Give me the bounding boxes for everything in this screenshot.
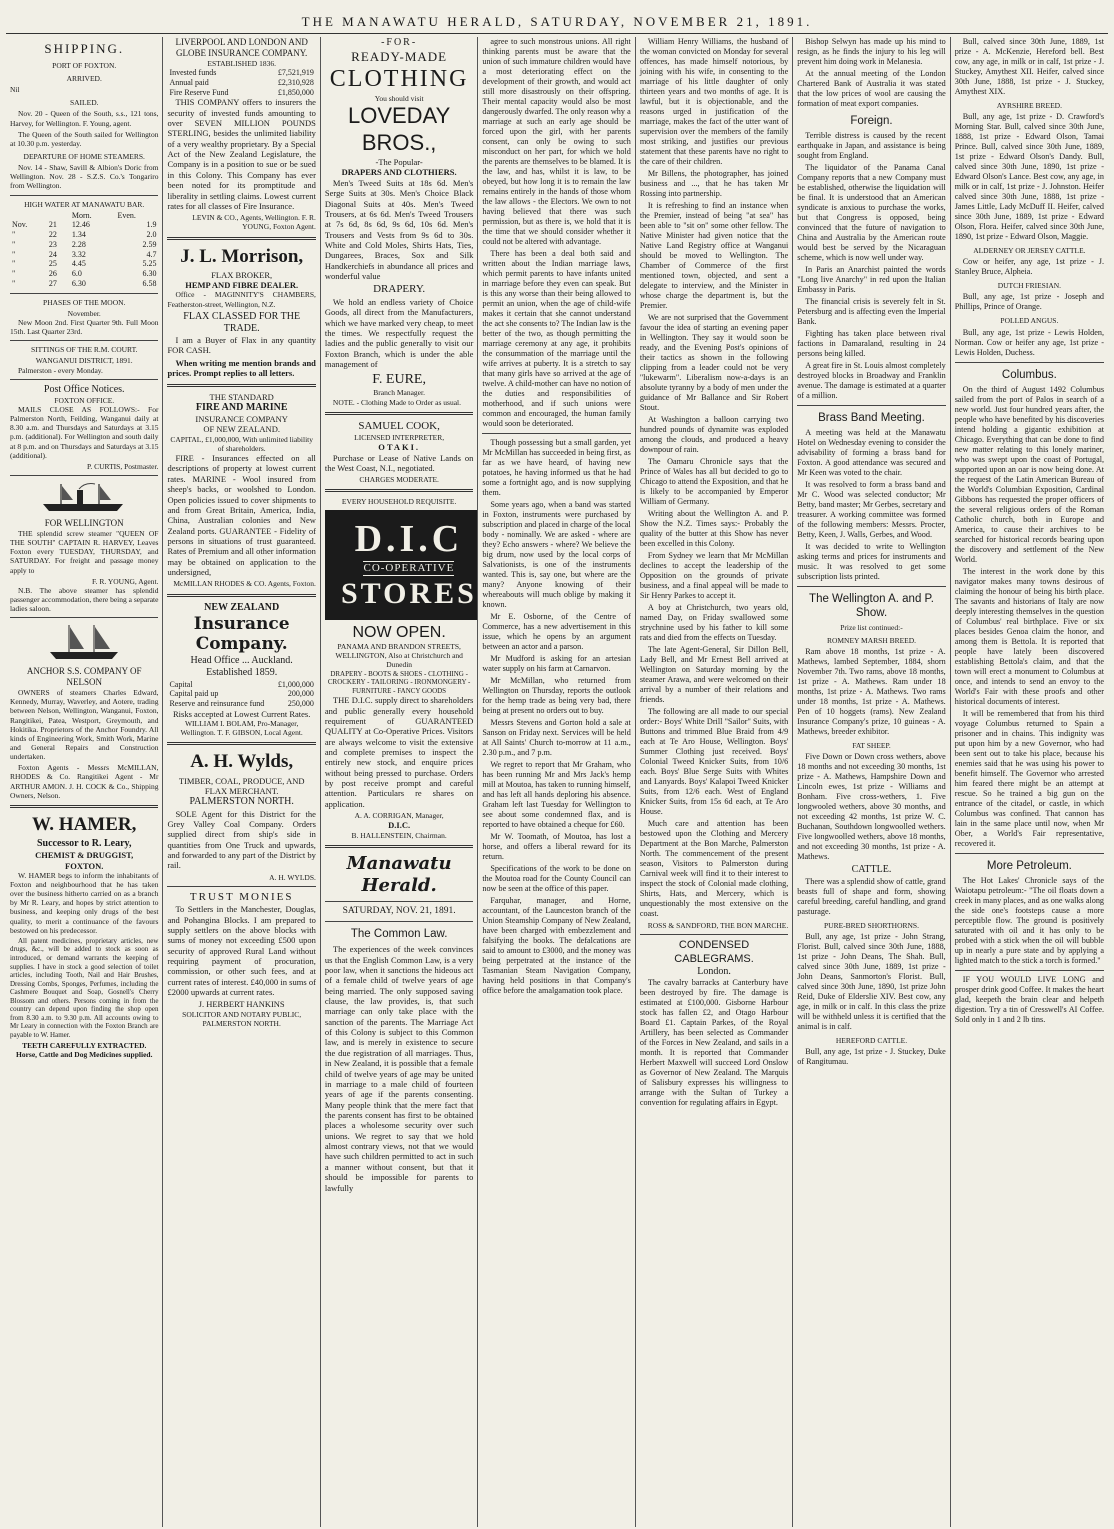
tide-row-cell: 2.28 (71, 239, 86, 249)
dic-text: THE D.I.C. supply direct to shareholders and public generally every household requirement of GUARANTEED QUALITY at Co-Operative Prices. Visitors are always welcome to visit the extensive and complete premises to inspect the entirely new stock, and enquire prices without being pressed to purchase. Orders by post receive prompt and careful attention. Particulars re shares on application. (324, 695, 474, 809)
article-text: In Paris an Anarchist painted the words "Long live Anarchy" in red upon the Italian Embassy in Paris. (797, 265, 946, 295)
note-text: NOTE. - Clothing Made to Order as usual. (332, 397, 462, 407)
common-law-heading: The Common Law. (350, 928, 448, 941)
column-5 (636, 37, 793, 1527)
divider (10, 617, 158, 618)
standard-capital: CAPITAL, £1,000,000, With unlimited liability of shareholders. (170, 434, 314, 453)
article-text: Terrible distress is caused by the recent earthquake in Japan, and assistance is being sought from England. (797, 131, 946, 161)
tide-col-even: Even. (117, 210, 136, 220)
drapers-label: DRAPERS AND CLOTHIERS. (341, 167, 457, 178)
eure-name: F. EURE, (372, 372, 426, 388)
anchor-agents: Foxton Agents - Messrs McMILLAN, RHODES & Co. Rangitikei Agent - Mr ARTHUR AMON. J. H. COCK & Co., Shipping Owners, Nelson. (10, 763, 159, 800)
moon-heading: PHASES OF THE MOON. (43, 297, 126, 307)
departure-text: Nov. 14 - Shaw, Savill & Albion's Doric from Wellington. Nov. 28 - S.Z.S. Co.'s Tongariro from Wellington. (10, 163, 159, 191)
alderney-heading: ALDERNEY OR JERSEY CATTLE. (973, 246, 1086, 256)
standard-fire: FIRE AND MARINE (195, 401, 288, 413)
tide-row-cell: " (12, 230, 16, 240)
column-3 (321, 37, 478, 1527)
tide-row-cell: 12.46 (71, 220, 90, 230)
article-text: Ram above 18 months, 1st prize - A. Mathews, lambed September, 1884, shorn November 7th. Two rams, above 18 months, 1st prize - A. Mathews. Ram under 18 months, 1st prize - A. Mathews. Two rams under 18 months, 1st prize - A. Mathews. Pen of 10 hoggets (rams). New Zealand Insurance Company's prize, 10 guineas - A. Mathews, breeder exhibitor. (797, 647, 946, 737)
divider (167, 594, 315, 597)
divider (325, 921, 473, 922)
moon-month: November. (67, 308, 101, 318)
liverpool-heading: LIVERPOOL AND LONDON AND GLOBE INSURANCE COMPANY. (175, 37, 308, 58)
article-text: Mr W. Toomath, of Moutoa, has lost a horse, and offers a liberal reward for its return. (482, 832, 631, 861)
columbus-heading: Columbus. (1001, 368, 1057, 381)
anchor-heading: ANCHOR S.S. COMPANY OF NELSON (26, 666, 142, 688)
departure-heading: DEPARTURE OF HOME STEAMERS. (23, 151, 145, 161)
nz-capital-table (167, 680, 315, 709)
morrison-write: When writing me mention brands and prices. Prompt replies to all letters. (167, 357, 316, 379)
article-text: William Henry Williams, the husband of the woman convicted on Monday for several offences, has made himself notorious, by joining with his wife, in consenting to the marriage of his little daughter of only thirteen years and two months of age. It is lawful, but it is objectionable, and the reasons urged in justification of the marriage, makes the fact of the utter want of supervision over the members of the family most striking, and justifies our previous statement that these parents have no right to the care of their children. (639, 37, 789, 166)
nz-title: Insurance Company. (193, 613, 290, 655)
tide-row-cell: 6.58 (142, 278, 157, 288)
wylds-trade: TIMBER, COAL, PRODUCE, AND FLAX MERCHANT. (178, 775, 305, 796)
dic-logo-cooperative: CO-OPERATIVE (363, 561, 454, 576)
tide-row (10, 269, 158, 279)
cook-name: SAMUEL COOK, (358, 419, 440, 432)
standard-nz: OF NEW ZEALAND. (203, 424, 280, 435)
cook-sub: LICENSED INTERPRETER, (354, 433, 445, 443)
article-text: Five Down or Down cross wethers, above 18 months and not exceeding 30 months, 1st prize - A. Mathews, Hampshire Down and Lincoln ewes, 1st prize - Williams and Bonham. Five cross-wethers, 1. Five longwooled wethers, above 30 months, and not exceeding 42 months, 1st prize W. C. Buchanan, Southdown longwoolled wethers. Five longwoolled wethers, above 18 months, and not exceeding 30 months, 1st prize - A. Mathews. (797, 752, 946, 862)
trust-place: PALMERSTON NORTH. (202, 1018, 281, 1028)
article-text: At the annual meeting of the London Chartered Bank of Australia it was stated that the low prices of wool are causing the formation of meat export companies. (797, 69, 946, 108)
coffee-advert: IF YOU WOULD LIVE LONG and prosper drink good Coffee. It makes the heart glad, keepeth the brain clear and helpeth digestion. Try a tin of Cresswell's AI Coffee. Sold only in 1 and 2 lb tins. (954, 974, 1105, 1024)
cablegrams-heading: CONDENSED CABLEGRAMS. (674, 939, 754, 965)
wellington-heading: FOR WELLINGTON (44, 517, 124, 528)
dic-chairman: B. HALLENSTEIN, Chairman. (351, 830, 447, 840)
dic-address: PANAMA AND BRANDON STREETS, WELLINGTON, Also at Christchurch and Dunedin (335, 642, 463, 670)
post-sub: FOXTON OFFICE. (54, 395, 115, 405)
article-text: The Oamaru Chronicle says that the Prince of Wales has all but decided to go to Chicago to attend the Exposition, and that he is likely to be accompanied by Emperor William of Germany. (639, 457, 789, 506)
trust-heading: TRUST MONIES (189, 890, 294, 903)
nz-risks: Risks accepted at Lowest Current Rates. (172, 708, 311, 719)
article-text: At Washington a balloon carrying two hundred pounds of dynamite was exploded among the clouds, and produced a heavy downpour of rain. (639, 415, 789, 454)
hamer-text-2: All patent medicines, proprietary articles, new drugs, &c., will be added to stock as soon as introduced, or demand warrants the keeping of supplies. I have in stock a good selection of toilet articles, including Tooth, Nail and Hair Brushes, Dressing Combs, Sponges, Perfumes, including the Cashmere Bouquet and Soap, Gosnell's Cherry Blossom and others. Persons coming in from the country can depend upon finding the shop open from 8.30 a.m. to 9.30 p.m. All accounts owing to Mr Leary in connection with the Foxton Branch are payable to W. Hamer. (10, 936, 159, 1039)
article-text: Bull, any age, 1st prize - Joseph and Phillips, Prince of Orange. (954, 292, 1105, 312)
morrison-dealer: HEMP AND FIBRE DEALER. (185, 280, 299, 291)
popular-label: -The Popular- (375, 157, 423, 168)
divider (482, 433, 630, 434)
arrived-value: Nil (10, 85, 20, 95)
article-text: Mr Mudford is asking for an artesian water supply on his farm at Carnarvon. (482, 654, 631, 673)
article-text: Specifications of the work to be done on the Moutoa road for the County Council can now be seen at the office of this paper. (482, 864, 631, 893)
morrison-trade: FLAX BROKER, (211, 269, 273, 280)
nz-capital-row (167, 699, 315, 709)
now-open: NOW OPEN. (352, 623, 446, 641)
court-heading: SITTINGS OF THE R.M. COURT. (30, 345, 138, 355)
article-text: Messrs Stevens and Gorton hold a sale at Sanson on Friday next. Services will be held at All Saints' Church to-morrow at 11 a.m., 2.30 p.m., and 7 p.m. (482, 718, 631, 757)
liverpool-funds-row-cell: £1,850,000 (277, 87, 314, 97)
divider (167, 742, 315, 745)
liverpool-funds-row (167, 88, 315, 98)
divider (955, 970, 1104, 971)
court-sub: WANGANUI DISTRICT, 1891. (35, 356, 133, 366)
nz-established: Established 1859. (206, 667, 278, 679)
nz-capital-row (167, 689, 315, 699)
nz-signature: WILLIAM I. BOLAM, Pro-Manager, Wellington. T. F. GIBSON, Local Agent. (180, 719, 303, 738)
tide-row-cell: 6.30 (71, 278, 86, 288)
common-law-text: The experiences of the week convinces us that the English Common Law, is a very poor law, when it sanctions the hideous act of a female child of twelve years of age being married. The only supposed saving clause, the law provides, is, that such marriage can only take place with the sanction of the parents. The Marriage Act of this Colony is subject to this Common law, and is merely in existence to secure the due registration of all marriages. Thus, in New Zealand, it is possible that a female child of twelve years of age may be united in marriage to a male child of fourteen years of age if the parents consenting. Many people think that the mere fact that the parents consent has first to be obtained places a wholesome security over such unions. We regret to say that we hold almost contrary views, not that we would have such children permitted to act in such a manner without consent, but that it should be impossible for parents to lawfully (324, 944, 474, 1193)
liverpool-funds-table (167, 68, 315, 97)
dic-logo-letters: D.I.C (354, 517, 464, 560)
tide-row-cell: 3.32 (71, 249, 86, 259)
standard-text: FIRE - Insurances effected on all descriptions of property at lowest current rates. MARINE - Wool insured from sheep's backs, or woolshed to London. Open policies issued to cover shipments to and from Great Britain, America, India, China, Australian colonies and New Zealand ports. GUARANTEE - Fidelity of persons in situations of trust guaranteed. Rates of Premium and all other information may be obtained on application to the undersigned, (167, 453, 316, 578)
column-7 (951, 37, 1108, 1527)
tide-header (10, 211, 158, 221)
hereford-heading: HEREFORD CATTLE. (835, 1035, 908, 1045)
divider (325, 901, 473, 902)
post-signature: P. CURTIS, Postmaster. (87, 461, 159, 471)
nz-capital-row-cell: 250,000 (287, 699, 314, 709)
port-heading: PORT OF FOXTON. (52, 60, 117, 70)
hamer-place: FOXTON. (65, 860, 104, 871)
trust-sub: SOLICITOR AND NOTARY PUBLIC, (182, 1009, 302, 1019)
article-text: On the third of August 1492 Columbus sailed from the port of Palos in search of a new world. Just four hundred years after, the people who have benefited by his discoveries intend holding a gigantic exhibition at Chicago. Everything that can be done to find new matter relating to this lonely mariner, who was swept upon the coast of Portugal, supported upon an oar is now being done. At the request of the Latin American Bureau of the World's Columbian Exposition, Cardinal Gibbons has requested the proper officers of the several religious orders of the Roman Catholic church, both in Europe and America, to cause their archives to be searched for historical records bearing upon the discovery and settlement of the New World. (954, 384, 1105, 564)
divider (640, 934, 788, 935)
dic-mid: D.I.C. (388, 820, 411, 831)
every-label: EVERY HOUSEHOLD REQUISITE. (341, 497, 457, 507)
column-4 (478, 37, 635, 1527)
cattle-heading: CATTLE. (851, 864, 892, 876)
tide-row (10, 240, 158, 250)
foreign-heading: Foreign. (850, 115, 893, 127)
tide-row-cell: 6.0 (71, 269, 82, 279)
liverpool-funds-row-cell: £2,310,928 (277, 77, 314, 87)
article-text: Though possessing but a small garden, yet Mr McMillan has succeeded in being first, as far as we have heard, of having new potatoes, he having informed us that he had some a fortnight ago, and is now supplying them. (482, 438, 631, 497)
brass-band-heading: Brass Band Meeting. (818, 412, 925, 425)
clothing-items: Men's Tweed Suits at 18s 6d. Men's Serge Suits at 30s. Men's Choice Black Diagonal Suits at 40s. Men's Tweed Trousers, at 6s 6d. Men's Tweed Trousers at 7s 6d, 8s 6d, 9s 6d, 10s 6d. Men's Trousers and Vests from 9s 6d to 30s. White and Cold Moles, Shirts Hats, Ties, Dungarees, Braces, Sox and Silk Handkerchiefs in abundance all prices and wonderful value (324, 177, 474, 282)
nz-capital-row-cell: Reserve and reinsurance fund (169, 699, 265, 709)
tide-row-cell: 24 (48, 249, 57, 259)
divider (10, 805, 158, 808)
article-text: We are not surprised that the Government favour the idea of starting an evening paper in Wellington. They say it would soon be ready, and the Evening Post's opinions of their tactics as shown in the following clipping from a leader could not be very "lukewarm". Liberalism now-a-days is an absolute tyranny by a body of men under the guidance of Mr Ballance and Sir Robert Stout. (639, 313, 789, 412)
nz-capital-row-cell: 200,000 (287, 689, 314, 699)
divider (10, 195, 158, 196)
nz-capital-row-cell: £1,000,000 (277, 679, 314, 689)
tide-row (10, 259, 158, 269)
article-text: Bull, any age, 1st prize - Lewis Holden, Norman. Cow or heifer any age, 1st prize - Lewis Holden, Duchess. (954, 327, 1105, 357)
divider (325, 412, 473, 415)
post-text: MAILS CLOSE AS FOLLOWS:- For Palmerston North, Feilding, Wanganui daily at 8.30 a.m. and Thursdays and Saturdays at 3.15 p.m. (additional). For Wellington and south daily at 8 p.m. and on Thursdays and Saturdays at 3.15 (additional). (10, 405, 159, 460)
article-text: Mr E. Osborne, of the Centre of Commerce, has a new advertisement in this issue, which he opens by an argument between an actor and a parson. (482, 612, 631, 651)
column-2 (163, 37, 320, 1527)
morrison-flax: FLAX CLASSED FOR THE TRADE. (183, 310, 301, 334)
post-heading: Post Office Notices. (43, 383, 125, 395)
shipping-heading: SHIPPING. (44, 41, 125, 56)
divider (167, 237, 315, 240)
nz-capital-row-cell: Capital (169, 679, 193, 689)
article-text: A meeting was held at the Manawatu Hotel on Wednesday evening to consider the advisability of forming a brass band for Foxton. A good attendance was secured and Mr Keen was voted to the chair. (797, 428, 946, 478)
tide-row-cell: 27 (48, 278, 57, 288)
divider (167, 384, 315, 387)
tide-row-cell: 23 (48, 239, 57, 249)
arrived-label: ARRIVED. (66, 74, 102, 83)
trust-text: To Settlers in the Manchester, Douglas, and Pohangina Blocks. I am prepared to supply settlers on the above blocks with sums of money not exceeding £500 upon security of approved Rural Land without requiring payment of procuration, commission, or other such fees, and at current rates of interest. £40,000 in sums of £2000 upwards at current rates. (167, 904, 316, 998)
tide-row-cell: 6.30 (142, 269, 157, 279)
article-text: A boy at Christchurch, two years old, named Day, on Friday swallowed some strychnine used by his father to kill some rats and died from the effects on Tuesday. (639, 603, 789, 642)
article-text: There has been a deal both said and written about the Indian marriage laws, which permit parents to have infants united in marriage before they even can speak. But is this any worse than their being allowed to permit an union, when the age of child-wife makes it certain that she cannot understand the act she consents to? The Indian law is the better of the two, as though permitting the marriage ceremony at any age, it prohibits the consummation of the marriage until the wife arrives at puberty. It is a stretch to say that many girls have so arrived at the age of twelve. A child-mother can have no notion of the duties and responsibilities of motherhood, and if such unions were common and encouraged, the human family would soon be deteriorated. (482, 249, 631, 428)
wylds-signature: A. H. WYLDS. (269, 872, 316, 882)
liverpool-text: THIS COMPANY offers to insurers the security of invested funds amounting to over SEVEN MILLION POUNDS STERLING, besides the unlimited liability of a very wealthy proprietary. By a Special Act of the New Zealand Legislature, the Company is in a position to sue or be sued in this Colony. This Company has ever been noted for its promptitude and liberality in settling claims. Lowest current rates for all classes of Fire Insurance. (167, 97, 316, 211)
article-text: It was decided to write to Wellington asking terms and prices for instruments and music. It was resolved to get some subscription lists printed. (797, 542, 946, 582)
cablegram-text: The cavalry barracks at Canterbury have been destroyed by fire. The damage is estimated at £100,000. Gisborne Harbour stock has fallen £2, and Otago Harbour Board £1. Captain Parkes, of the Royal Artillery, has been selected as Commander of the Forces in New Zealand, and sails in a month. It is reported that Commander Herbert Maxwell will succeed Lord Onslow as Governor of New Zealand. The Marquis of Salisbury expresses his willingness to arrange with the Sultan of Turkey a convention for regulating affairs in Egypt. (639, 978, 789, 1108)
column-6 (793, 37, 950, 1527)
divider (10, 293, 158, 294)
tide-row-cell: 2.0 (146, 230, 157, 240)
sailing-ship-icon (44, 622, 124, 662)
divider (797, 586, 945, 587)
sailed-text: Nov. 20 - Queen of the South, s.s., 121 tons, Harvey, for Wellington. F. Young, agent. (10, 109, 159, 128)
tide-row-cell: 22 (48, 230, 57, 240)
otaki-label: OTAKI. (378, 442, 421, 453)
divider (955, 362, 1104, 363)
dutch-heading: DUTCH FRIESIAN. (997, 281, 1062, 291)
wylds-name: A. H. Wylds, (190, 751, 294, 773)
article-text: Writing about the Wellington A. and P. Show the N.Z. Times says:- Probably the quality of the butter at this Show has never been excelled in this Colony. (639, 509, 789, 548)
wylds-place: PALMERSTON NORTH. (189, 796, 294, 808)
charges-label: CHARGES MODERATE. (359, 475, 439, 485)
dic-manager: A. A. CORRIGAN, Manager, (354, 811, 444, 821)
drapery-heading: DRAPERY. (373, 283, 426, 296)
polled-heading: POLLED ANGUS. (1000, 316, 1059, 326)
article-text: Bull, any age, 1st prize - D. Crawford's Morning Star. Bull, calved since 30th June, 1888, 1st prize - Edward Olson, Tamai Prince. Bull, calved since 30th June, 1889, 1st prize - Edward Olson's Dandy. Bull, calved since 30th June, 1890, 1st prize - Edward Olson's Lance. Best cow, any age, in milk or in calf, 1st prize - J. Johnston. Heifer calved since 30th June, 1888, 1st prize - James Little, Lady McDuff II. Heifer, calved since 30th June, 1889, 1st prize - Edward Olson, Flora. Heifer, calved since 30th June, 1890, 1st prize - Edward Olson, Maggie. (954, 112, 1105, 242)
divider (797, 405, 945, 406)
nz-heading: NEW ZEALAND (204, 601, 280, 613)
article-text: The following are all made to our special order:- Boys' White Drill "Sailor" Suits, with Buttons and trimmed Blue Braid from 4/9 each at Te Aro House, Wellington. Boys' Summer Clothing just received. Boys' Colonial Tweed Knicker Suits, from 10/6 each. Boys' Blue Serge Suits with Whites and Lanyards. Boys' Kalapoi Tweed Knicker Suits, from 12/6 each. West of England Knicker Suits, from 15s 6d each, at Te Aro House. (639, 707, 789, 816)
masthead (6, 4, 1108, 34)
article-text: The liquidator of the Panama Canal Company reports that a new Company must be established, otherwise the liquidation will be final. It is understood that an American syndicate is anxious to purchase the works, but that Congress is opposed, being convinced that the future of navigation to China and Australia by the American route would best be served by the Nicaraguan scheme, which is now well under way. (797, 163, 946, 263)
steamer-text: THE splendid screw steamer "QUEEN OF THE SOUTH" CAPTAIN R. HARVEY, Leaves Foxton every TUESDAY, THURSDAY, and SATURDAY. For freight and passage money apply to (10, 528, 159, 575)
columns (6, 37, 1108, 1527)
show-heading: The Wellington A. and P. Show. (809, 593, 934, 620)
anchor-text: OWNERS of steamers Charles Edward, Kennedy, Murray, Waverley, and Aotere, trading between Nelson, Wellington, Wanganui, Foxton, Rangitikei, Patea, Westport, Greymouth, and Hokitika. Proprietors of the Anchor Foundry. All kinds of Engineering Work, Smith Work, Marine and General Repairs and Construction undertaken. (10, 688, 159, 762)
tide-row-cell: 4.45 (71, 259, 86, 269)
tide-row-cell: 4.7 (146, 249, 157, 259)
nz-office: Head Office ... Auckland. (190, 655, 293, 667)
ayrshire-heading: AYRSHIRE BREED. (996, 101, 1062, 110)
cook-text: Purchase or Lease of Native Lands on the West Coast, N.I., negotiated. (324, 452, 474, 473)
tide-row-cell: 5.25 (142, 259, 157, 269)
column-1 (6, 37, 163, 1527)
tide-row-cell: " (12, 249, 16, 259)
bon-marche-signature: ROSS & SANDFORD, THE BON MARCHE. (647, 921, 789, 930)
tide-row-cell: 1.34 (71, 230, 86, 240)
tide-row-cell: 1.9 (146, 220, 157, 230)
divider (10, 340, 158, 341)
tide-col-morn: Morn. (71, 210, 92, 220)
prize-label: Prize list continued:- (840, 623, 903, 633)
article-text: Much care and attention has been bestowed upon the Clothing and Mercery Department at the Bon Marche, Palmerston North. The commencement of the present season, Visitors to Palmerston during Carnival week will find it to their interest to inspect the stock of Colonial made clothing, Shirts, Hats, and Mercery, which is unquestionably the most extensive on the coast. (639, 819, 789, 918)
liverpool-funds-row-cell: Fire Reserve Fund (169, 87, 229, 97)
fat-sheep-heading: FAT SHEEP. (852, 741, 891, 751)
tide-row (10, 250, 158, 260)
morrison-name: J. L. Morrison, (180, 245, 304, 267)
liverpool-funds-row (167, 68, 315, 78)
article-text: Bull, any age, 1st prize - J. Stuckey, Duke of Rangitumau. (797, 1046, 946, 1066)
article-text: A great fire in St. Louis almost completely destroyed blocks in Broadway and Franklin avenue. The damage is estimated at a quarter of a million. (797, 361, 946, 401)
liverpool-funds-row-cell: Invested funds (169, 68, 217, 78)
moon-text: New Moon 2nd. First Quarter 9th. Full Moon 15th. Last Quarter 23rd. (10, 317, 159, 337)
london-heading: London. (697, 965, 731, 977)
sailing-notice: The Queen of the South sailed for Wellington at 10.30 p.m. yesterday. (10, 129, 159, 148)
visit-label: You should visit (374, 94, 424, 104)
standard-heading: THE STANDARD (209, 391, 274, 402)
article-text: Cow or heifer, any age, 1st prize - J. Stanley Bruce, Alpheia. (954, 257, 1105, 277)
drapery-text: We hold an endless variety of Choice Goods, all direct from the Manufacturers, which we have marked very cheap, to meet the times. We respectfully request the ladies and the public generally to visit our Foxton Branch, which is under the able management of (324, 296, 474, 369)
liverpool-funds-row-cell: £7,521,919 (277, 68, 314, 78)
romney-heading: ROMNEY MARSH BREED. (826, 636, 917, 646)
dic-departments: DRAPERY - BOOTS & SHOES - CLOTHING - CROCKERY - TAILORING - IRONMONGERY - FURNITURE - FANCY GOODS (327, 669, 471, 695)
divider (955, 853, 1104, 854)
standard-insurance: INSURANCE COMPANY (195, 414, 288, 425)
liverpool-est: ESTABLISHED 1836. (207, 58, 276, 68)
tide-row (10, 220, 158, 230)
article-text: Bull, any age, 1st prize - John Strang, Florist. Bull, calved since 30th June, 1888, 1st prize - John Deans, The Shah. Bull, calved since 30th June, 1889, 1st prize - John Deans, Sanmorton's Florist. Bull, calved since 30th June, 1890, 1st prize John Reid, Duke of Elderslie XIV. Best cow, any age, in milk or in calf. In this class the prize will be withheld unless it is certified that the animal is in calf. (797, 931, 946, 1031)
article-text: Farquhar, manager, and Horne, accountant, of the Launceston branch of the Union Steamship Company of New Zealand, have been charged with embezzlement and falsifying the books. The defalcations are said to amount to £3000, and the money was being perpetrated at the instance of the Tasmanian Steam Navigation Company, having held positions in that Company's office before the amalgamation took place. (482, 896, 631, 995)
divider (10, 379, 158, 380)
article-text: Mr McMillan, who returned from Wellington on Thursday, reports the outlook for the hemp trade as being very bad, there being at present no orders out to buy. (482, 676, 631, 715)
liverpool-funds-row (167, 78, 315, 88)
herald-nameplate: Manawatu Herald. (346, 852, 452, 896)
hamer-trade: CHEMIST & DRUGGIST, (35, 850, 134, 861)
tide-row-cell: " (12, 269, 16, 279)
article-text: From Sydney we learn that Mr McMillan declines to accept the leadership of the Opposition on the grounds of private business, and a final appeal will be made to Sir Henry Parkes to accept it. (639, 551, 789, 600)
divider (325, 489, 473, 492)
nz-capital-row-cell: Capital paid up (169, 689, 219, 699)
tide-row-cell: 26 (48, 269, 57, 279)
ready-made-label: READY-MADE (351, 49, 448, 65)
tide-row-cell: " (12, 239, 16, 249)
liverpool-signature: LEVIN & CO., Agents, Wellington. F. R. YOUNG, Foxton Agent. (192, 213, 316, 232)
court-text: Palmerston - every Monday. (18, 365, 103, 375)
divider (325, 845, 473, 848)
tide-heading: HIGH WATER AT MANAWATU BAR. (24, 199, 145, 209)
for-label: -FOR- (381, 37, 418, 48)
article-text: The Hot Lakes' Chronicle says of the Waiotapu petroleum:- "The oil floats down a creek in many places, and as one walks along the side one's footsteps cause a more perceptible flow. The ground is positively saturated with oil and it has only to be probed with a stick when the oil will bubble up in nearly a pure state and by applying a lighted match to the stick a torch is formed." (954, 875, 1105, 965)
hamer-name: W. HAMER, (32, 813, 137, 835)
masthead-title: THE MANAWATU HERALD, SATURDAY, NOVEMBER 21, 1891. (301, 14, 813, 30)
steamer-signature: F. R. YOUNG, Agent. (92, 576, 159, 586)
steamer-icon (39, 480, 129, 514)
steamer-nb: N.B. The above steamer has splendid passenger accommodation, there being a separate ladies saloon. (10, 585, 159, 614)
wylds-text: SOLE Agent for this District for the Grey Valley Coal Company. Orders supplied direct from ship's side in quantities from One Truck and upwards, and forwarded to any part of the District by rail. (167, 808, 316, 871)
standard-signature: McMILLAN RHODES & CO. Agents, Foxton. (173, 579, 316, 589)
article-text: The interest in the work done by this navigator makes many towns desirous of claiming the honour of being his birth place. The savants and historians of Italy are now deeply interesting themselves in the question of Columbus' real birthplace. Five or six places besides Genoa claim the honor, and among them is Bettola. It is reported that people have lately been discovered establishing Bettola's claim, and that the town will erect a monument to Columbus at once, and intends to send an envoy to the World's Fair with these proofs and other historical documents of interest. (954, 566, 1105, 706)
issue-date: SATURDAY, NOV. 21, 1891. (342, 905, 456, 916)
article-text: The late Agent-General, Sir Dillon Bell, Lady Bell, and Mr Ernest Bell arrived at Wellington on Saturday morning by the steamer Arawa, and were welcomed on their arrival by a number of their relations and friends. (639, 645, 789, 704)
hamer-text: W. HAMER begs to inform the inhabitants of Foxton and neighbourhood that he has taken over the business hitherto carried on as a branch by Mr R. Leary, and hopes by strict attention to business, and keeping only drugs of the best quality, to merit a continuance of the favours bestowed on his predecessor. (10, 870, 159, 935)
article-text: agree to such monstrous unions. All right thinking parents must be aware that the union of such immature children would have a most deteriorating effect on the development of their growth, and would act still more disastrously on their offspring. Their mental capacity would also be most dangerously dwarfed. The only reason why a marriage at such an early age should be forced upon the girl, with her parents consent, can only be owing to such misconduct on her part, for which we hold the parents are themselves to be blamed. It is the law, and has, whilst it is law, to be obeyed, but how long it is to remain the law remains entirely in the hands of those whom the law allows - the Electors. We own to not having believed that there was such permission, but as there is, we hold that it is the time that we should consider whether it could not be altered with advantage. (482, 37, 631, 246)
teeth-notice: TEETH CAREFULLY EXTRACTED. (22, 1041, 147, 1051)
article-text: It is refreshing to find an instance when the Premier, instead of being "at sea" has been able to "sit on" some other fellow. The Native Minister had given notice that the Native Land Registry office at Wanganui should be moved to Wellington. The Chamber of Commerce of the first mentioned town, objected, and sent a delegate to interview, and the Minister in whose charge the department is, but the Premier. (639, 201, 789, 310)
tide-row-cell: 21 (48, 220, 57, 230)
morrison-office: Office - MAGINNITY'S CHAMBERS, Featherston-street, Wellington, N.Z. (167, 290, 316, 309)
divider (167, 886, 315, 887)
article-text: Some years ago, when a band was started in Foxton, instruments were purchased by subscription and placed in charge of the local body - nominally. We are asked - where are they? Echo answers - where? We believe the big drum, now used by the local corps of Salvationists, is one of the instruments wanted. This is, say one, but where are the many? Anyone knowing of their whereabouts will much oblige by making it known. (482, 500, 631, 609)
loveday-name: LOVEDAY BROS., (347, 103, 451, 156)
dic-logo-stores: STORES (340, 577, 477, 611)
tide-table (10, 211, 158, 289)
liverpool-funds-row-cell: Annual paid (169, 77, 209, 87)
tide-row-cell: " (12, 278, 16, 288)
article-text: The financial crisis is severely felt in St. Petersburg and is affecting even the Imperial Bank. (797, 297, 946, 327)
tide-row (10, 279, 158, 289)
dic-logo (325, 510, 478, 620)
article-text: It was resolved to form a brass band and Mr C. Wood was selected conductor; Mr Betty, band master; Mr Gerbes, secretary and treasurer. A working committee was formed of the following members: Messrs. Procter, Betty, Keen, J. Walls, Gerbes, and Wood. (797, 480, 946, 540)
sailed-label: SAILED. (69, 98, 99, 108)
tide-row-cell: 2.59 (142, 239, 157, 249)
morrison-buy: I am a Buyer of Flax in any quantity FOR CASH. (167, 335, 316, 356)
trust-signature: J. HERBERT HANKINS (198, 999, 285, 1010)
article-text: We regret to report that Mr Graham, who has been running Mr and Mrs Jack's hemp mill at Moutoa, has taken to running himself, and has left all hands deploring his absence. Graham left last Tuesday for Wellington to see about some condemned flax, and is reported to have obtained a cheque for £60. (482, 760, 631, 829)
horse-notice: Horse, Cattle and Dog Medicines supplied. (15, 1050, 153, 1060)
article-text: Bishop Selwyn has made up his mind to resign, as he finds the injury to his leg will prevent him doing work in Melanesia. (797, 37, 946, 66)
divider (10, 475, 158, 476)
tide-row-cell: 25 (48, 259, 57, 269)
shorthorns-heading: PURE-BRED SHORTHORNS. (824, 920, 919, 930)
tide-row (10, 230, 158, 240)
article-text: Mr Billens, the photographer, has joined business and ..., that he has taken Mr Rossing into partnership. (639, 169, 789, 198)
clothing-heading: CLOTHING (329, 66, 469, 93)
petroleum-heading: More Petroleum. (986, 859, 1072, 872)
tide-row-cell: Nov. (12, 220, 28, 230)
hamer-successor: Successor to R. Leary, (36, 838, 132, 850)
article-text: It will be remembered that from his third voyage Columbus returned to Spain a prisoner and in chains. This indignity was put upon him by a new Governor, who had been sent out to take his place, because his enemies said that he was using his power to benefit himself. The Governor who arrested him feared there might be an attempt at rescue. So he trained a big gun on the entrance of the citadel, or castle, in which Columbus was confined. That cannon has lain in the same place until now, when Mr Ober, a World's Fair representative, recovered it. (954, 708, 1105, 848)
article-text: There was a splendid show of cattle, grand beasts full of shape and form, showing careful breeding, careful handling, and grand pasturage. (797, 876, 946, 916)
nz-capital-row (167, 680, 315, 690)
tide-row-cell: " (12, 259, 16, 269)
eure-sub: Branch Manager. (373, 388, 425, 398)
article-text: Bull, calved since 30th June, 1889, 1st prize - A. McKenzie, Hereford bell. Best cow, any age, in milk or in calf, 1st prize - J. Stuckey, Amythest XII. Heifer, calved since 30th June, 1888, 1st prize - J. Stuckey, Amythest XIX. (954, 37, 1105, 96)
article-text: Fighting has taken place between rival factions in Damaraland, resulting in 24 persons being killed. (797, 329, 946, 359)
